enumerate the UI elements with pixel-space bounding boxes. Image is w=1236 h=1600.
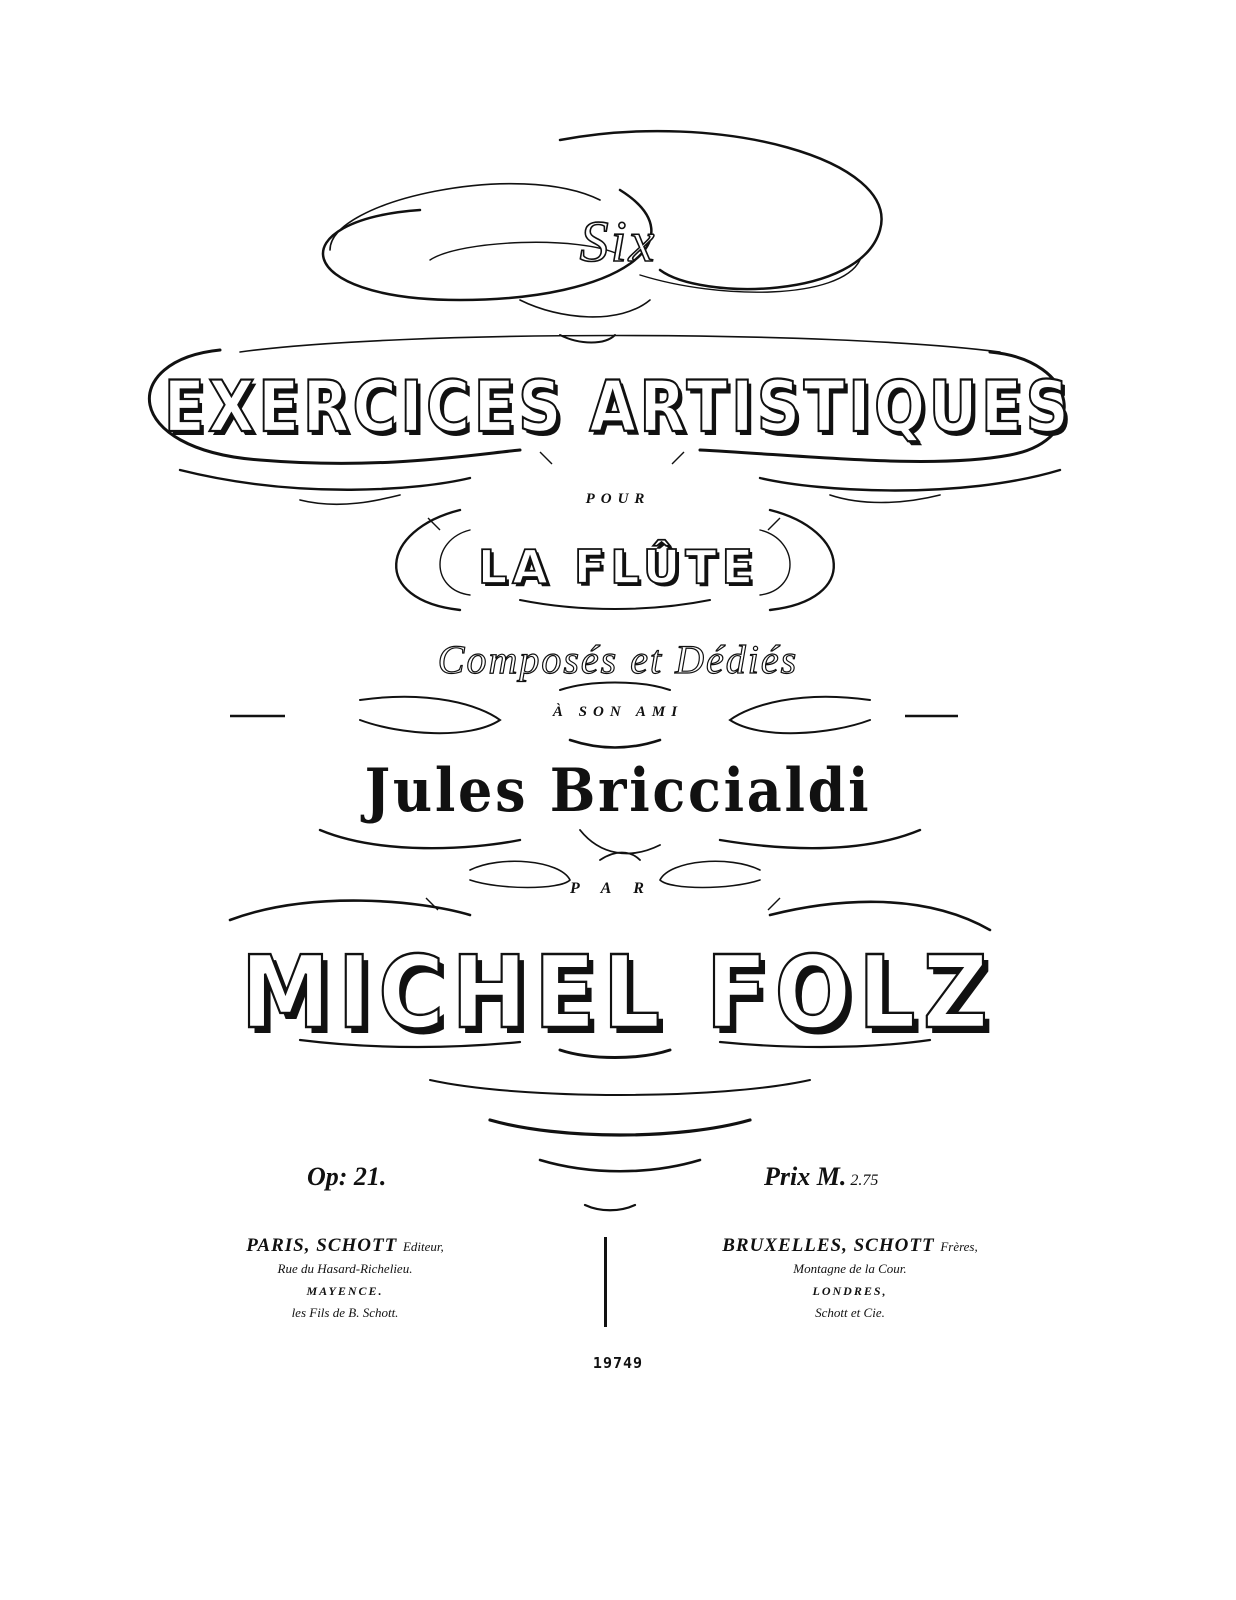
publisher-right-address: Montagne de la Cour. [793,1261,907,1276]
flourish-title-bottom-sweep-right [760,470,1060,491]
publisher-left-city: PARIS, [246,1235,311,1256]
flourish-bottom-4 [540,1160,700,1171]
flourish-title-bottom-sweep-left [180,470,470,490]
publisher-divider [604,1237,607,1327]
pour-label: POUR [585,491,651,507]
tick-mark [768,898,780,910]
publisher-left-house: SCHOTT [316,1235,398,1256]
flourish-bottom-1 [560,1050,670,1058]
price-value: 2.75 [850,1172,879,1189]
publisher-right-house2: Schott et Cie. [815,1305,885,1320]
flourish-bottom-5 [585,1205,635,1210]
par-label: PAR [570,880,666,897]
publisher-left-address: Rue du Hasard-Richelieu. [277,1261,413,1276]
opus-number: Op: 21. [307,1162,387,1191]
flourish-composer-right [770,902,990,930]
publisher-right-line1 [660,1235,1040,1258]
flourish-ded-center-bottom [570,740,660,748]
tick-mark [540,452,552,464]
flourish-composer-left [230,901,470,920]
tick-mark [426,898,438,910]
price [764,1162,878,1192]
publisher-left-house2: les Fils de B. Schott. [291,1305,399,1320]
flourish-dedicatee-left [320,830,520,848]
flourish-ded-center-top [560,683,670,691]
publisher-right [660,1235,1040,1324]
publisher-left-line1 [155,1235,535,1258]
dedicatee-name: Jules Briccialdi [364,756,872,826]
tick-mark [672,452,684,464]
publisher-left-city2: MAYENCE. [306,1284,384,1298]
publisher-right-city: BRUXELLES, [722,1235,848,1256]
publisher-left [155,1235,535,1324]
tick-mark [768,518,780,530]
flourish-bottom-3 [490,1120,750,1135]
main-title: EXERCICES ARTISTIQUES [163,366,1073,448]
a-son-ami-label: À SON AMI [552,704,684,720]
flourish-flute-under [520,600,710,609]
composer-name: MICHEL FOLZ [240,934,996,1051]
instrument-title: LA FLÛTE [477,540,759,594]
publisher-right-house: SCHOTT [853,1235,935,1256]
flourish-top-drop [520,300,650,317]
flourish-dedicatee-mid [580,830,660,853]
publisher-right-city2: LONDRES, [812,1284,888,1298]
title-numeral: Six [579,209,657,274]
flourish-bottom-2 [430,1080,810,1095]
composes-dedies-label: Composés et Dédiés [437,637,799,682]
flourish-dedicatee-right [720,830,920,848]
publisher-left-role: Editeur, [402,1239,444,1254]
plate-number: 19749 [592,1354,644,1372]
publisher-right-role: Frères, [940,1239,978,1254]
flourish-title-top-arc [240,336,1000,353]
price-label: Prix M. [764,1162,847,1191]
